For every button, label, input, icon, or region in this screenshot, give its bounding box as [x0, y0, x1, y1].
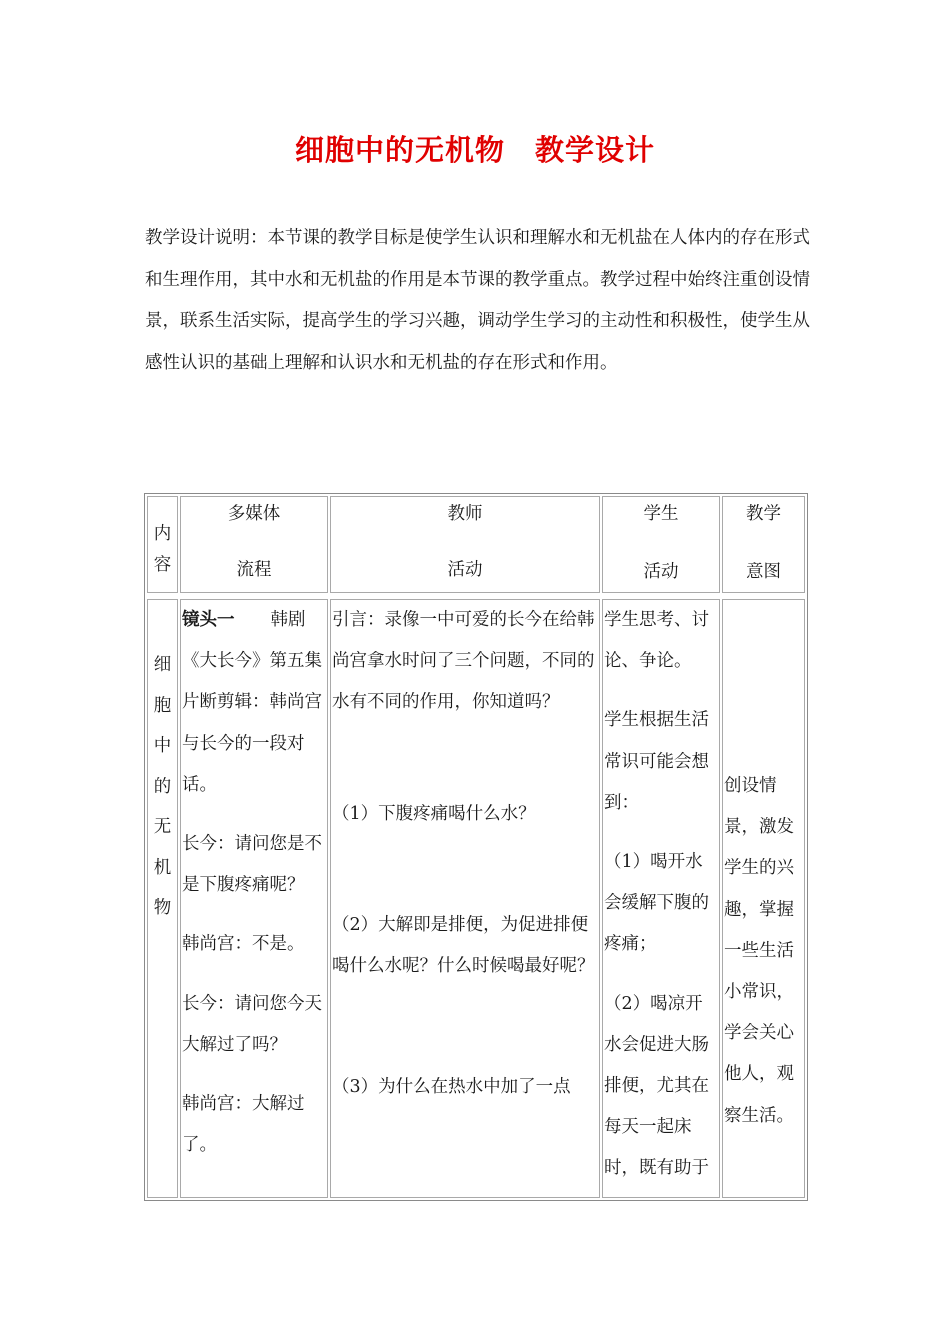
content-cell-text: 细胞中的无机物 — [153, 655, 172, 918]
header-teacher-line1: 教师 — [447, 504, 483, 524]
lesson-table — [144, 493, 808, 1201]
student-response-2: 学生根据生活常识可能会想到： — [604, 710, 709, 813]
teacher-question-1: （1）下腹疼痛喝什么水？ — [332, 803, 536, 824]
teacher-lead: 引言：录像一中可爱的长今在给韩尚宫拿水时问了三个问题，不同的水有不同的作用，你知道吗？ — [332, 610, 595, 713]
header-content-label: 内容 — [153, 524, 172, 575]
header-intent — [722, 496, 805, 593]
scene-label: 镜头一 — [182, 610, 235, 630]
dialogue-line-1: 长今：请问您是不是下腹疼痛呢？ — [182, 834, 322, 896]
header-media-line2: 流程 — [236, 560, 272, 580]
dialogue-line-3: 长今：请问您今天大解过了吗？ — [182, 993, 322, 1055]
scene-intro-text: 韩剧《大长今》第五集片断剪辑：韩尚宫与长今的一段对话。 — [182, 610, 322, 795]
page-title: 细胞中的无机物 教学设计 — [294, 133, 655, 167]
student-cell — [602, 599, 720, 1198]
teacher-question-3: （3）为什么在热水中加了一点 — [332, 1077, 571, 1098]
media-cell — [180, 599, 328, 1198]
student-response-4: （2）喝凉开水会促进大肠排便，尤其在每天一起床时，既有助于 — [604, 993, 709, 1179]
dialogue-line-2: 韩尚宫：不是。 — [182, 934, 305, 955]
header-teacher — [330, 496, 600, 593]
dialogue-line-4: 韩尚宫：大解过了。 — [182, 1094, 305, 1156]
student-response-3: （1）喝开水会缓解下腹的疼痛； — [604, 852, 709, 955]
content-cell — [147, 599, 178, 1198]
header-teacher-line2: 活动 — [447, 560, 483, 580]
student-response-1: 学生思考、讨论、争论。 — [604, 610, 709, 672]
header-student — [602, 496, 720, 593]
teacher-question-2: （2）大解即是排便，为促进排便喝什么水呢？什么时候喝最好呢？ — [332, 914, 595, 977]
header-student-line2: 活动 — [643, 562, 679, 582]
intro-paragraph: 教学设计说明：本节课的教学目标是使学生认识和理解水和无机盐在人体内的存在形式和生理作用，其中水和无机盐的作用是本节课的教学重点。教学过程中始终注重创设情景，联系生活实际，提高学生的学习兴趣，调动学生学习的主动性和积极性，使学生从感性认识的基础上理解和认识水和无机盐的存在形式和作用。 — [145, 228, 810, 373]
intent-text: 创设情景，激发学生的兴趣，掌握一些生活小常识，学会关心他人，观察生活。 — [724, 776, 794, 1126]
scene-intro — [182, 600, 326, 806]
header-student-line1: 学生 — [643, 504, 679, 524]
header-content — [147, 496, 178, 593]
header-media — [180, 496, 328, 593]
header-intent-line2: 意图 — [746, 562, 781, 582]
header-intent-line1: 教学 — [746, 504, 781, 524]
teacher-cell — [330, 599, 600, 1198]
header-media-line1: 多媒体 — [227, 504, 281, 524]
intent-cell — [722, 599, 805, 1198]
